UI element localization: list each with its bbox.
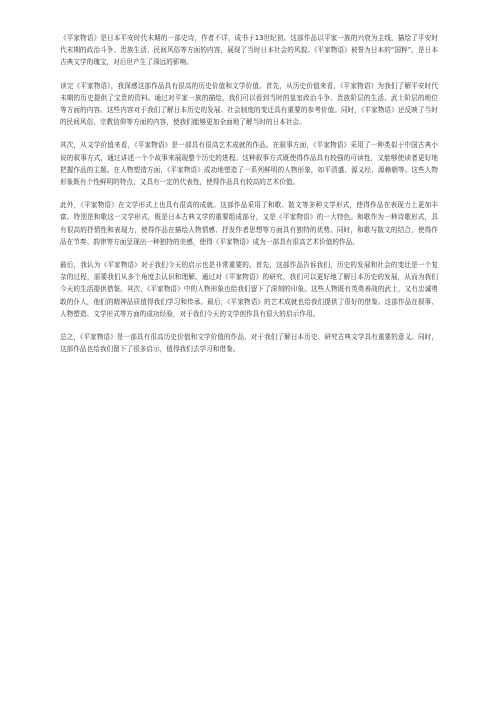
paragraph-literary-value: 其次，从文学价值来看，《平家物语》是一部具有很高艺术成就的作品。在叙事方面，《平家物语》采用了一种类似于中国古典小说的叙事方式，通过讲述一个个故事来展现整个历史的进程。这种叙事方式既使得作品具有较强的可读性，又能够使读者更好地把握作品的主题。在人物塑造方面，《平家物语》成功地塑造了一系列鲜明的人物形象，如平清盛、源义经、源赖朝等。这些人物形象既有个性鲜明的特点，又具有一定的代表性，使得作品具有较高的艺术价值。 <box>60 141 438 187</box>
paragraph-literary-form: 此外，《平家物语》在文学形式上也具有很高的成就。这部作品采用了和歌、散文等多种文学形式，使得作品在表现力上更加丰富。特别是和歌这一文学形式，既是日本古典文学的重要组成部分，又是《平家物语》的一大特色。和歌作为一种诗歌形式，具有很高的抒情性和表现力，使得作品在描绘人物情感、抒发作者思想等方面具有独特的优势。同时，和歌与散文的结合，使得作品在节奏、韵律等方面呈现出一种独特的美感，使得《平家物语》成为一部具有很高艺术价值的作品。 <box>60 201 438 246</box>
paragraph-modern-inspiration: 最后，我认为《平家物语》对于我们今天的启示也是非常重要的。首先，这部作品告诉我们，历史的发展和社会的变迁是一个复杂的过程，需要我们从多个角度去认识和理解。通过对《平家物语》的研究，我们可以更好地了解日本历史的发展，从而为我们今天的生活提供借鉴。其次，《平家物语》中的人物形象也给我们留下了深刻的印象。这些人物既有英勇善战的武士，又有忠诚勇敢的仆人，他们的精神品质值得我们学习和传承。最后，《平家物语》的艺术成就也给我们提供了很好的借鉴。这部作品在叙事、人物塑造、文学形式等方面的成功经验，对于我们今天的文学创作具有很大的启示作用。 <box>60 261 438 318</box>
paragraph-conclusion: 总之，《平家物语》是一部具有很高历史价值和文学价值的作品，对于我们了解日本历史、研究古典文学具有重要的意义。同时，这部作品也给我们留下了很多启示，值得我们去学习和借鉴。 <box>60 333 438 354</box>
paragraph-introduction: 《平家物语》是日本平安时代末期的一部史诗，作者不详，成书于13世纪初。这部作品以平家一族的兴衰为主线，描绘了平安时代末期的政治斗争、贵族生活、民间风俗等方面的内容，展现了当时日本社会的风貌。《平家物语》被誉为日本的“国粹”，是日本古典文学的瑰宝，对后世产生了深远的影响。 <box>60 34 438 67</box>
document-body <box>60 32 438 366</box>
paragraph-historical-value: 读完《平家物语》，我深感这部作品具有很高的历史价值和文学价值。首先，从历史价值来看，《平家物语》为我们了解平安时代末期的历史提供了宝贵的资料。通过对平家一族的描绘，我们可以看到当时的皇室政治斗争、贵族阶层的生活、武士阶层的地位等方面的内容。这些内容对于我们了解日本历史的发展、社会制度的变迁具有重要的参考价值。同时，《平家物语》还反映了当时的民间风俗、宗教信仰等方面的内容，使我们能够更加全面地了解当时的日本社会。 <box>60 81 438 127</box>
